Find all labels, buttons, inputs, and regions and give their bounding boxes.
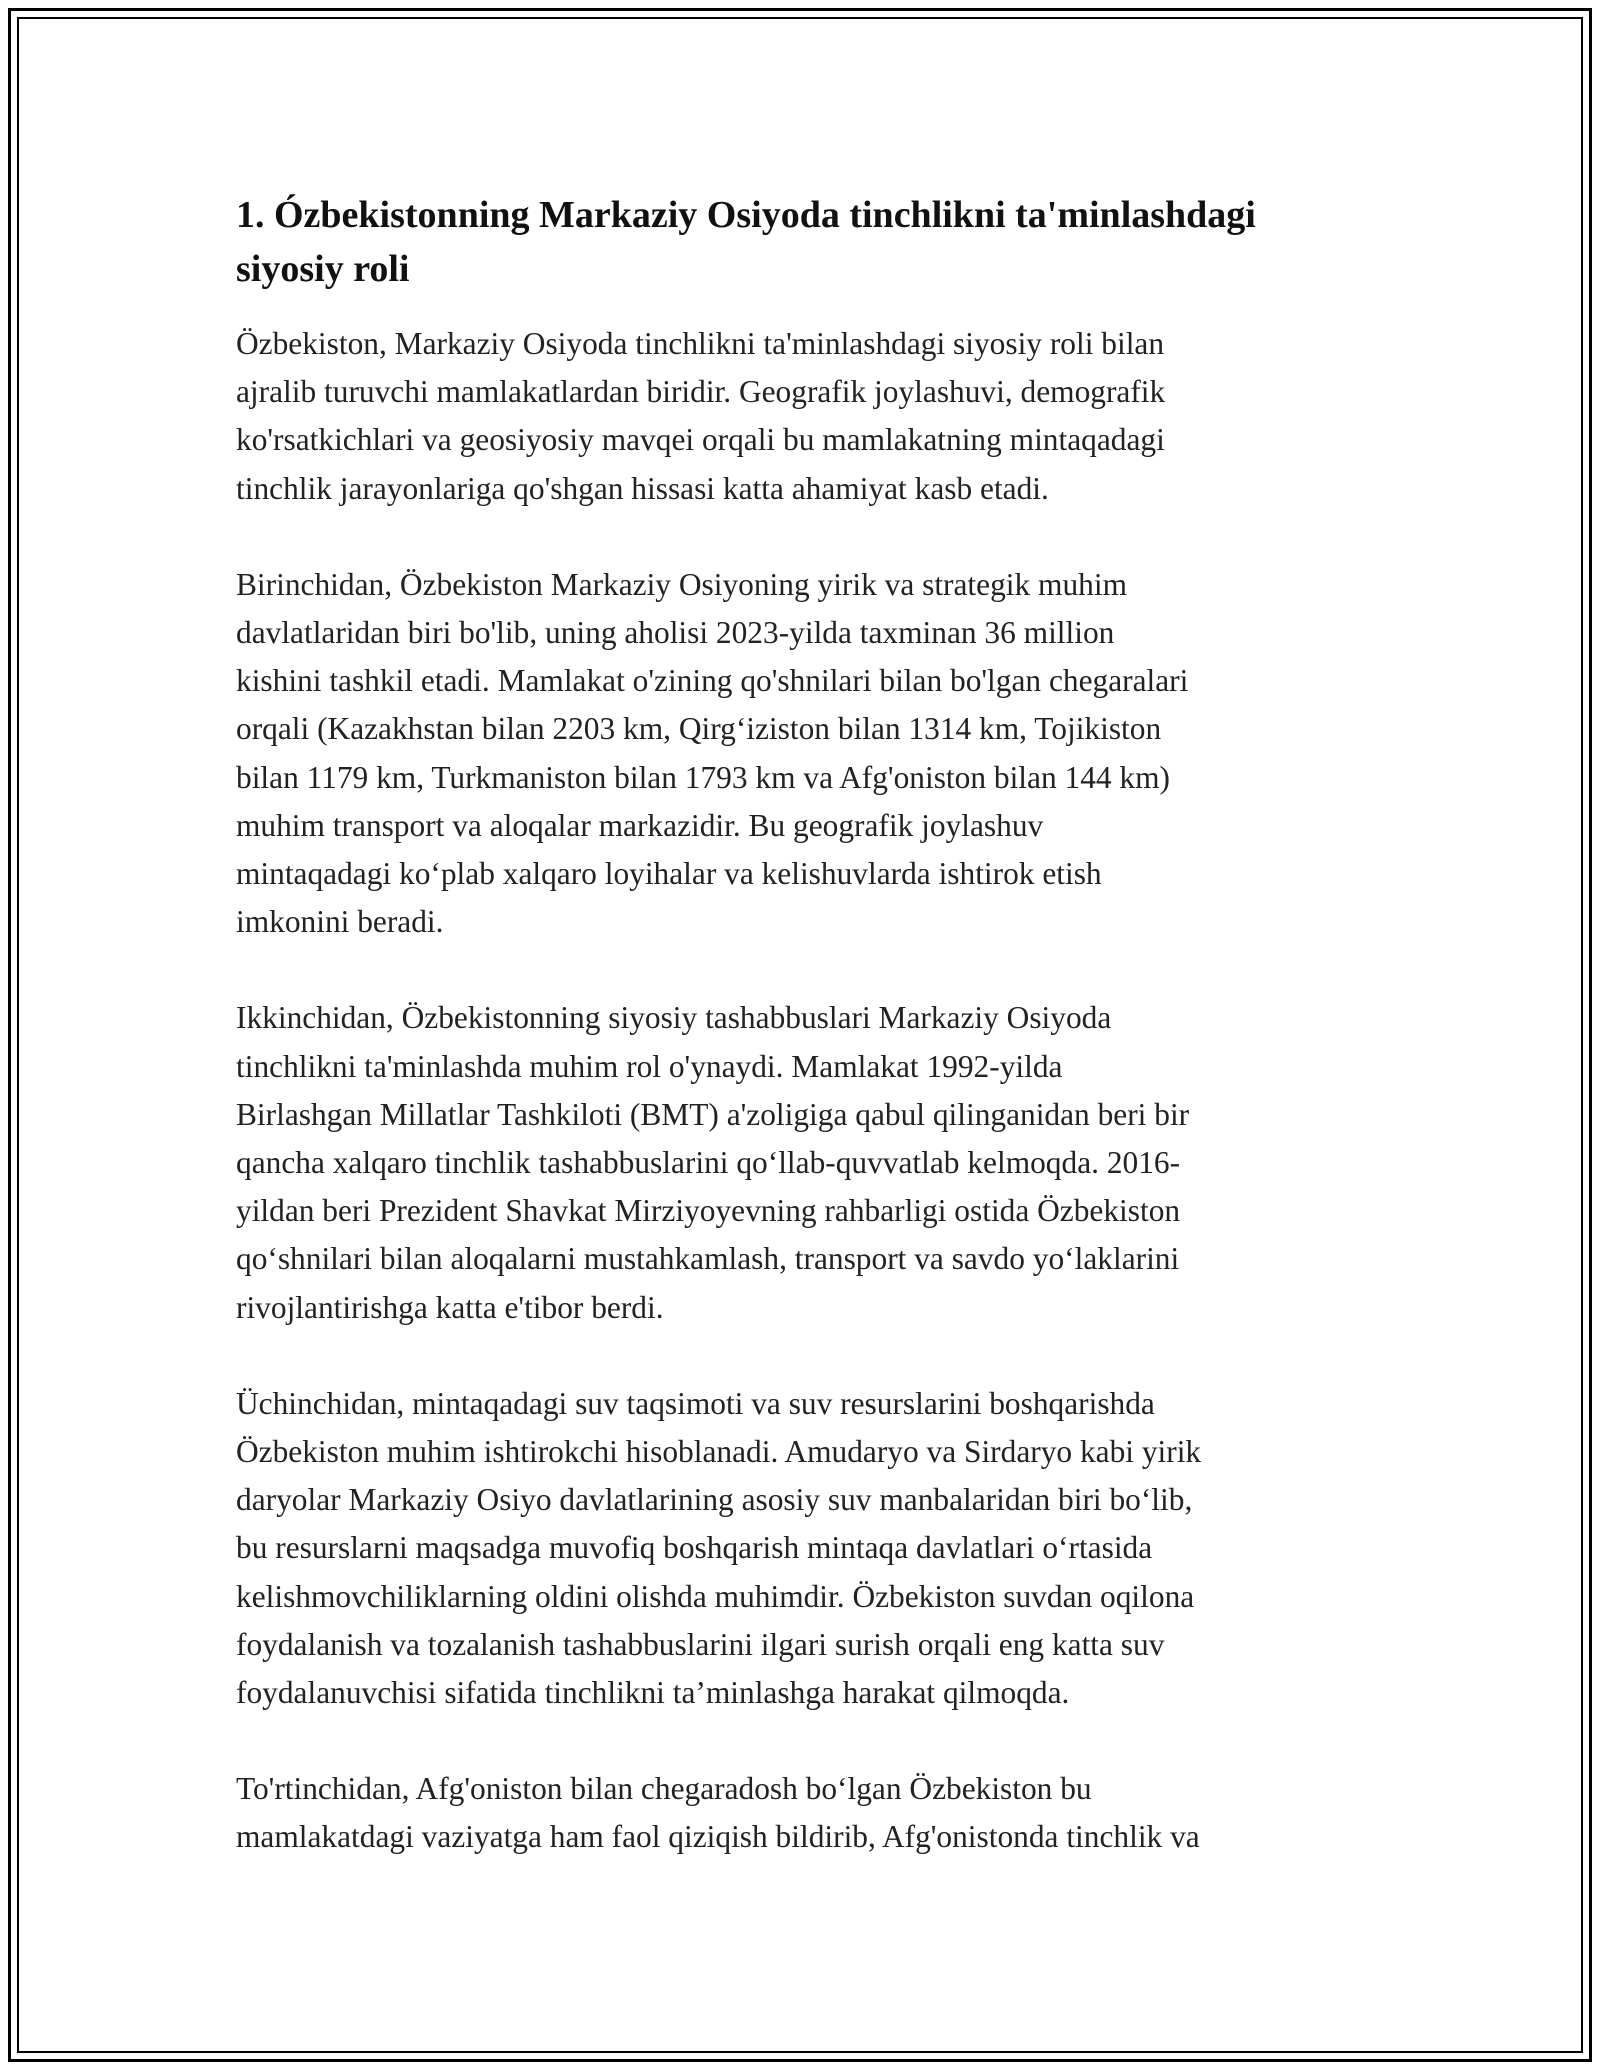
paragraph-line: To'rtinchidan, Afg'oniston bilan chegaradosh bo‘lgan Özbekiston bu bbox=[236, 1771, 1092, 1807]
paragraph-fourth-point bbox=[236, 1765, 1376, 1861]
paragraph-line: mintaqadagi ko‘plab xalqaro loyihalar va kelishuvlarda ishtirok etish bbox=[236, 856, 1102, 892]
paragraph-line: Birinchidan, Özbekiston Markaziy Osiyoning yirik va strategik muhim bbox=[236, 566, 1127, 602]
document-body bbox=[236, 188, 1376, 1910]
paragraph-line: foydalanuvchisi sifatida tinchlikni ta’minlashga harakat qilmoqda. bbox=[236, 1675, 1070, 1711]
paragraph-line: yildan beri Prezident Shavkat Mirziyoyevning rahbarligi ostida Özbekiston bbox=[236, 1193, 1181, 1229]
paragraph-line: Özbekiston, Markaziy Osiyoda tinchlikni ta'minlashdagi siyosiy roli bilan bbox=[236, 326, 1165, 361]
paragraph-line: bilan 1179 km, Turkmaniston bilan 1793 km va Afg'oniston bilan 144 km) bbox=[236, 759, 1170, 795]
heading-line: siyosiy roli bbox=[236, 248, 410, 290]
section-heading bbox=[236, 188, 1376, 296]
paragraph-second-point bbox=[236, 994, 1376, 1331]
paragraph-intro bbox=[236, 320, 1376, 513]
paragraph-line: tinchlikni ta'minlashda muhim rol o'ynaydi. Mamlakat 1992-yilda bbox=[236, 1048, 1063, 1084]
paragraph-line: orqali (Kazakhstan bilan 2203 km, Qirg‘iziston bilan 1314 km, Tojikiston bbox=[236, 711, 1162, 747]
paragraph-line: foydalanish va tozalanish tashabbuslarini ilgari surish orqali eng katta suv bbox=[236, 1626, 1165, 1662]
paragraph-line: rivojlantirishga katta e'tibor berdi. bbox=[236, 1289, 664, 1325]
paragraph-third-point bbox=[236, 1380, 1376, 1717]
paragraph-line: kishini tashkil etadi. Mamlakat o'zining qo'shnilari bilan bo'lgan chegaralari bbox=[236, 663, 1189, 699]
paragraph-line: daryolar Markaziy Osiyo davlatlarining asosiy suv manbalaridan biri bo‘lib, bbox=[236, 1482, 1193, 1518]
paragraph-line: davlatlaridan biri bo'lib, uning aholisi 2023-yilda taxminan 36 million bbox=[236, 615, 1115, 651]
paragraph-line: bu resurslarni maqsadga muvofiq boshqarish mintaqa davlatlari o‘rtasida bbox=[236, 1530, 1153, 1566]
paragraph-line: Üchinchidan, mintaqadagi suv taqsimoti va suv resurslarini boshqarishda bbox=[236, 1385, 1155, 1421]
heading-line: 1. Ózbekistonning Markaziy Osiyoda tinchlikni ta'minlashdagi bbox=[236, 194, 1256, 236]
paragraph-first-point bbox=[236, 561, 1376, 947]
paragraph-line: Özbekiston muhim ishtirokchi hisoblanadi. Amudaryo va Sirdaryo kabi yirik bbox=[236, 1434, 1202, 1470]
paragraph-line: Ikkinchidan, Özbekistonning siyosiy tashabbuslari Markaziy Osiyoda bbox=[236, 1000, 1112, 1036]
paragraph-line: qo‘shnilari bilan aloqalarni mustahkamlash, transport va savdo yo‘laklarini bbox=[236, 1241, 1180, 1277]
paragraph-line: ko'rsatkichlari va geosiyosiy mavqei orqali bu mamlakatning mintaqadagi bbox=[236, 422, 1165, 458]
paragraph-line: Birlashgan Millatlar Tashkiloti (BMT) a'zoligiga qabul qilinganidan beri bir bbox=[236, 1096, 1190, 1132]
paragraph-line: imkonini beradi. bbox=[236, 904, 444, 940]
paragraph-line: muhim transport va aloqalar markazidir. Bu geografik joylashuv bbox=[236, 807, 1044, 843]
paragraph-line: kelishmovchiliklarning oldini olishda muhimdir. Özbekiston suvdan oqilona bbox=[236, 1578, 1195, 1614]
paragraph-line: mamlakatdagi vaziyatga ham faol qiziqish bildirib, Afg'onistonda tinchlik va bbox=[236, 1819, 1200, 1855]
paragraph-line: qancha xalqaro tinchlik tashabbuslarini qo‘llab-quvvatlab kelmoqda. 2016- bbox=[236, 1145, 1181, 1181]
paragraph-line: ajralib turuvchi mamlakatlardan biridir. Geografik joylashuvi, demografik bbox=[236, 374, 1166, 410]
paragraph-line: tinchlik jarayonlariga qo'shgan hissasi katta ahamiyat kasb etadi. bbox=[236, 470, 1049, 506]
